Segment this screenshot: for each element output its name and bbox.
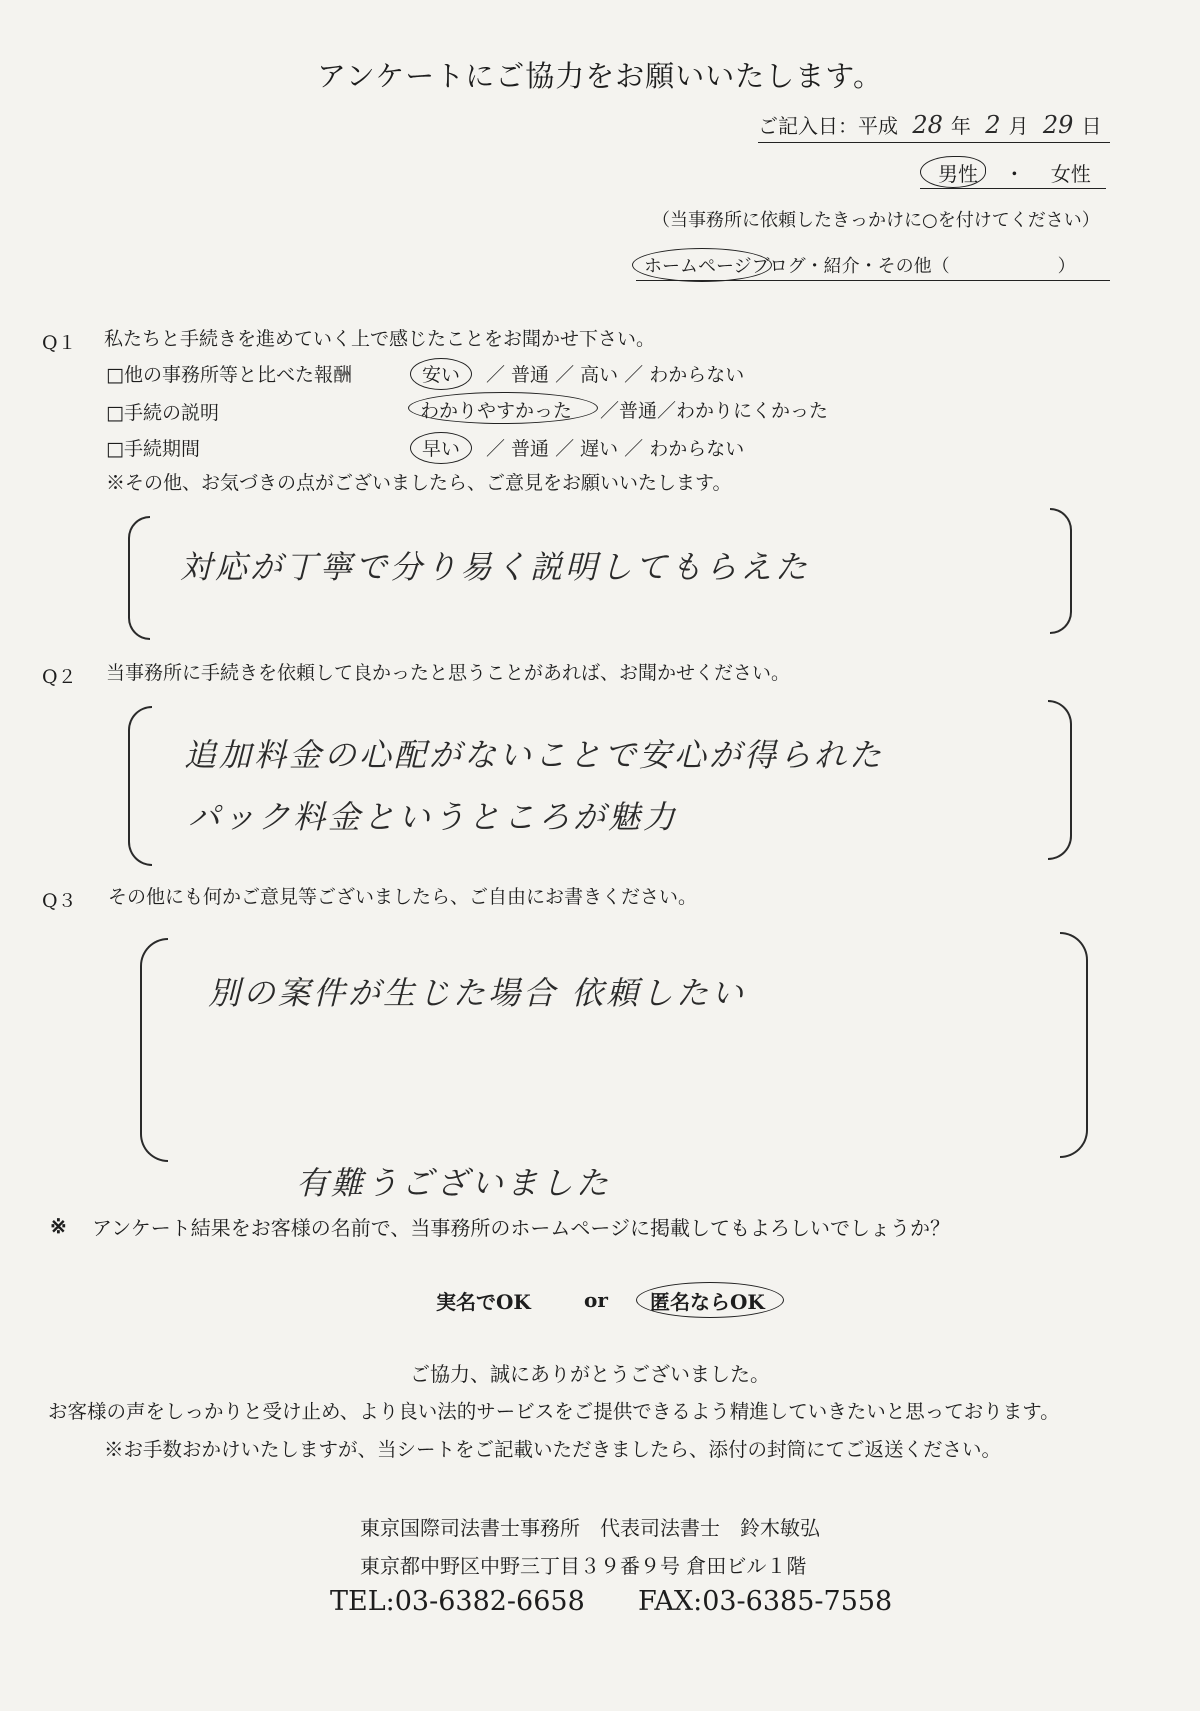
q1-answer: 対応が丁寧で分り易く説明してもらえた <box>180 548 811 586</box>
q3-box-right <box>1060 932 1088 1158</box>
month-unit: 月 <box>1008 114 1029 138</box>
q1-item-fee-chosen: 安い <box>422 364 461 386</box>
date-line <box>758 110 1110 143</box>
q1-item-period-chosen: 早い <box>422 438 461 460</box>
survey-title: アンケートにご協力をお願いいたします。 <box>317 59 883 93</box>
q1-box-right <box>1050 508 1072 634</box>
q3-answer: 別の案件が生じた場合 依頼したい <box>208 974 747 1012</box>
closing-line1: ご協力、誠にありがとうございました。 <box>410 1362 770 1386</box>
publish-anonymous: 匿名ならOK <box>650 1290 765 1314</box>
q1-item-explain-rest: ／普通／わかりにくかった <box>600 400 829 422</box>
closing-line2: お客様の声をしっかりと受け止め、より良い法的サービスをご提供できるよう精進していきたいと思っております。 <box>48 1400 1060 1423</box>
publish-mark: ※ <box>50 1214 67 1238</box>
q1-note: ※その他、お気づきの点がございましたら、ご意見をお願いいたします。 <box>106 472 732 494</box>
q3-box-left <box>140 938 168 1162</box>
publish-or: or <box>584 1288 608 1312</box>
gender-female: 女性 <box>1050 162 1091 186</box>
q1-explain-circle <box>408 392 598 424</box>
trigger-instruction: （当事務所に依頼したきっかけに○を付けてください） <box>652 210 1100 231</box>
office-address: 東京都中野区中野三丁目３９番９号 倉田ビル１階 <box>360 1554 807 1578</box>
q2-number: Q２ <box>42 666 77 688</box>
office-tel: TEL:03-6382-6658 <box>330 1586 585 1617</box>
q3-text: その他にも何かご意見等ございましたら、ご自由にお書きください。 <box>108 886 698 908</box>
closing-line3: ※お手数おかけいたしますが、当シートをご記載いただきましたら、添付の封筒にてご返送ください。 <box>104 1438 1002 1461</box>
q1-text: 私たちと手続きを進めていく上で感じたことをお聞かせ下さい。 <box>104 328 656 350</box>
q1-item-explain-label: □手続の説明 <box>106 402 219 424</box>
q1-fee-circle <box>410 358 472 390</box>
q1-item-period-rest: ／ 普通 ／ 遅い ／ わからない <box>486 438 745 460</box>
date-day: 29 <box>1042 111 1074 139</box>
q1-box-left <box>128 516 150 640</box>
q3-number: Q３ <box>42 890 77 912</box>
year-unit: 年 <box>950 114 971 138</box>
date-year: 28 <box>912 111 943 139</box>
trigger-homepage: ホームページ <box>644 256 752 277</box>
q2-box-right <box>1048 700 1072 860</box>
publish-question: アンケート結果をお客様の名前で、当事務所のホームページに掲載してもよろしいでしょうか？ <box>92 1216 950 1240</box>
publish-real-name: 実名でOK <box>436 1290 531 1314</box>
q1-item-period-label: □手続期間 <box>106 438 200 460</box>
q1-item-explain-chosen: わかりやすかった <box>420 400 573 422</box>
gender-male: 男性 <box>938 162 978 186</box>
office-fax: FAX:03-6385-7558 <box>638 1586 893 1617</box>
q1-period-circle <box>410 432 472 464</box>
q1-item-fee-label: □他の事務所等と比べた報酬 <box>106 364 352 386</box>
q2-box-left <box>128 706 152 866</box>
date-month: 2 <box>985 111 1001 139</box>
q1-item-fee-rest: ／ 普通 ／ 高い ／ わからない <box>486 364 745 386</box>
publish-anonymous-circle <box>636 1282 784 1318</box>
q1-number: Q１ <box>42 332 77 354</box>
office-name: 東京国際司法書士事務所 代表司法書士 鈴木敏弘 <box>360 1516 820 1540</box>
q2-answer-line2: パック料金というところが魅力 <box>188 798 679 836</box>
gender-male-circle <box>920 156 986 188</box>
q2-text: 当事務所に手続きを依頼して良かったと思うことがあれば、お聞かせください。 <box>106 662 791 684</box>
day-unit: 日 <box>1081 114 1102 138</box>
trigger-rest: ブログ・紹介・その他（ ） <box>751 256 1076 277</box>
q2-answer-line1: 追加料金の心配がないことで安心が得られた <box>184 736 885 774</box>
gender-sep: ・ <box>1004 162 1025 186</box>
date-label: ご記入日：平成 <box>758 114 898 138</box>
q3-thanks: 有難うございました <box>296 1164 612 1202</box>
trigger-homepage-circle <box>632 248 772 282</box>
